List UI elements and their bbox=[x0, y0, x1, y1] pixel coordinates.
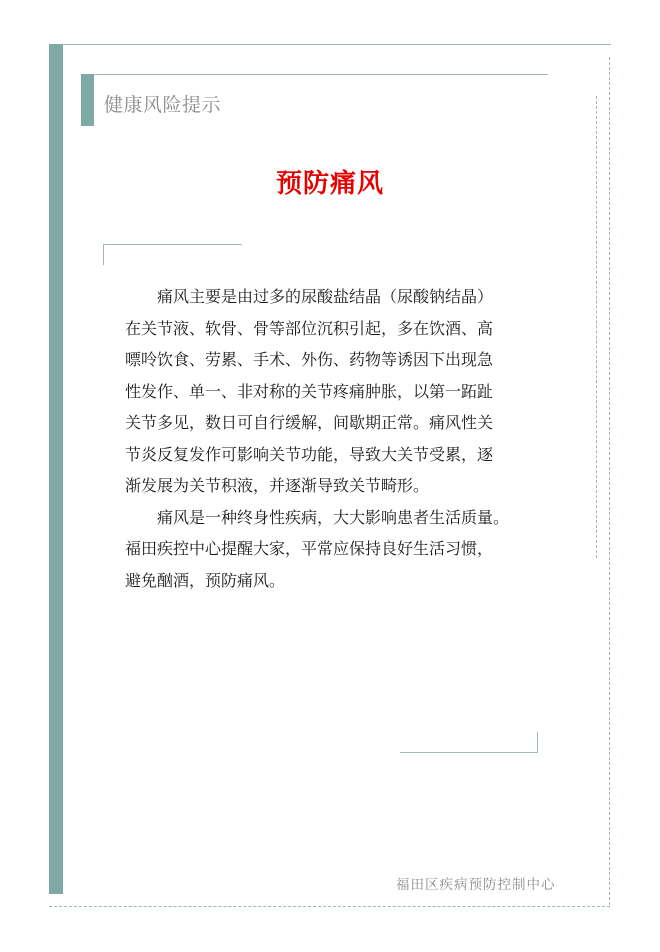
paragraph-2-line: 避免酗酒，预防痛风。 bbox=[125, 570, 286, 590]
corner-bracket-bottom-vertical bbox=[537, 732, 538, 753]
paragraph-1-line: 痛风主要是由过多的尿酸盐结晶（尿酸钠结晶） bbox=[157, 287, 494, 306]
paragraph-2-line: 痛风是一种终身性疾病，大大影响患者生活质量。 bbox=[157, 507, 510, 527]
corner-bracket-top-vertical bbox=[103, 244, 104, 265]
header-accent-bar bbox=[81, 74, 94, 126]
page-frame-top-rule bbox=[49, 44, 611, 45]
paragraph-1-line: 嘌呤饮食、劳累、手术、外伤、药物等诱因下出现急 bbox=[125, 350, 494, 369]
document-body bbox=[125, 281, 525, 596]
header-rule bbox=[81, 74, 548, 75]
corner-bracket-bottom-horizontal bbox=[400, 752, 538, 753]
page-frame-bottom-dashed-line bbox=[49, 906, 610, 907]
footer-organization: 福田区疾病预防控制中心 bbox=[396, 877, 556, 893]
paragraph-1-line: 在关节液、软骨、骨等部位沉积引起，多在饮酒、高 bbox=[125, 318, 494, 338]
document-title: 预防痛风 bbox=[275, 169, 384, 199]
paragraph-1-line: 关节多见，数日可自行缓解，间歇期正常。痛风性关 bbox=[125, 413, 494, 432]
paragraph-1-line: 性发作、单一、非对称的关节疼痛肿胀，以第一跖趾 bbox=[125, 381, 494, 401]
corner-bracket-top-horizontal bbox=[103, 244, 242, 245]
paragraph-2-line: 福田疾控中心提醒大家，平常应保持良好生活习惯， bbox=[125, 539, 494, 558]
paragraph-1-line: 渐发展为关节积液，并逐渐导致关节畸形。 bbox=[125, 476, 430, 495]
header-title: 健康风险提示 bbox=[104, 94, 222, 116]
paragraph-1-line: 节炎反复发作可影响关节功能，导致大关节受累，逐 bbox=[125, 444, 494, 464]
